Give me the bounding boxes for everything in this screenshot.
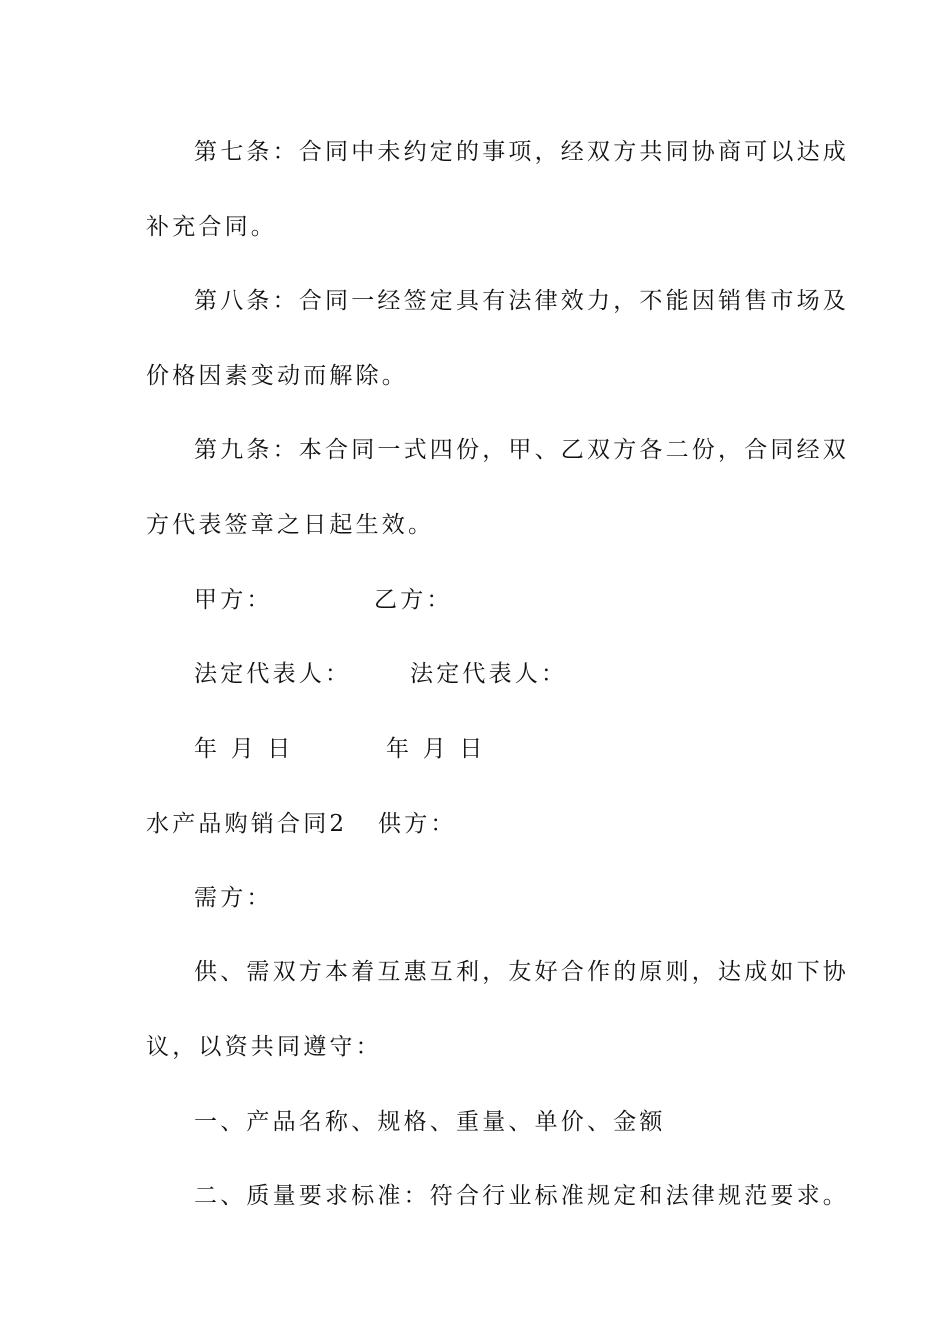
party-b-representative-label: 法定代表人： — [410, 661, 568, 687]
article-7-line-1: 第七条：合同中未约定的事项，经双方共同协商可以达成 — [194, 139, 849, 165]
article-8-line-1: 第八条：合同一经签定具有法律效力，不能因销售市场及 — [194, 288, 849, 314]
article-7-line-2: 补充合同。 — [146, 214, 277, 240]
party-b-label: 乙方： — [374, 587, 453, 613]
article-9-line-2: 方代表签章之日起生效。 — [146, 512, 435, 538]
contract-2-title: 水产品购销合同2 — [146, 811, 348, 837]
supplier-label: 供方： — [378, 811, 457, 837]
item-1-product-info: 一、产品名称、规格、重量、单价、金额 — [194, 1109, 666, 1135]
intro-line-2: 议，以资共同遵守： — [146, 1034, 382, 1060]
party-b-date: 年 月 日 — [386, 736, 486, 762]
buyer-label: 需方： — [194, 885, 273, 911]
intro-line-1: 供、需双方本着互惠互利，友好合作的原则，达成如下协 — [194, 959, 849, 985]
party-a-label: 甲方： — [194, 587, 273, 613]
article-9-line-1: 第九条：本合同一式四份，甲、乙双方各二份，合同经双 — [194, 437, 849, 463]
party-a-date: 年 月 日 — [194, 736, 294, 762]
party-a-representative-label: 法定代表人： — [194, 661, 352, 687]
article-8-line-2: 价格因素变动而解除。 — [146, 363, 408, 389]
item-2-quality-standard: 二、质量要求标准：符合行业标准规定和法律规范要求。 — [194, 1183, 849, 1209]
